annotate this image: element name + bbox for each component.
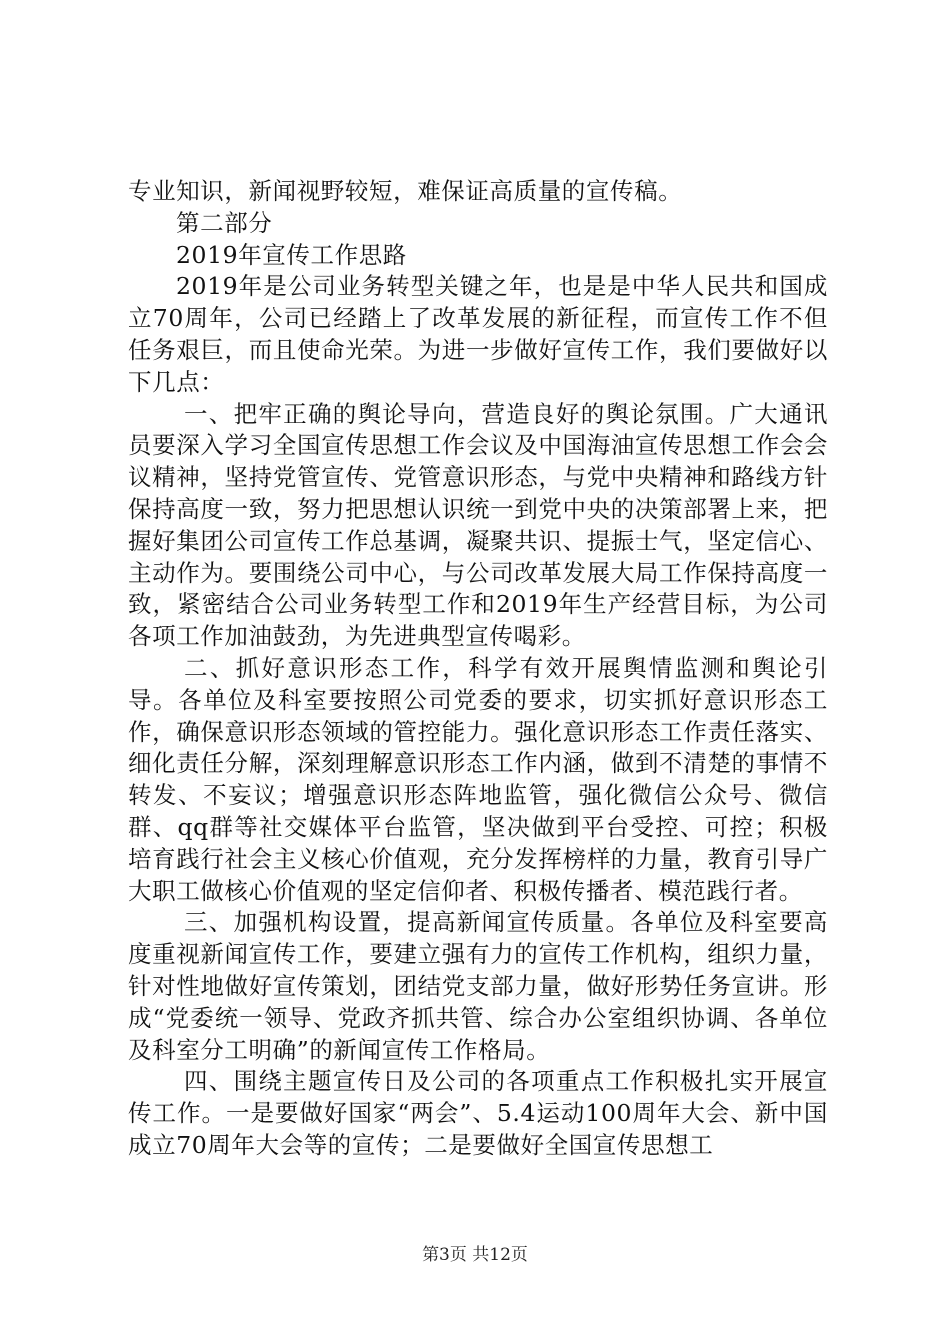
page-number-label: 第3页 共12页 (422, 1245, 528, 1265)
section-subheading: 2019年宣传工作思路 (176, 240, 407, 269)
section-heading: 第二部分 (176, 208, 273, 237)
paragraph-intro: 2019年是公司业务转型关键之年，也是是中华人民共和国成立70周年，公司已经踏上了改革发展的新征程，而宣传工作不但任务艰巨，而且使命光荣。为进一步做好宣传工作，我们要做好以下几点： (128, 272, 828, 396)
paragraph-continuation: 专业知识，新闻视野较短，难保证高质量的宣传稿。 (128, 177, 683, 205)
paragraph-point-1: 一、把牢正确的舆论导向，营造良好的舆论氛围。广大通讯员要深入学习全国宣传思想工作会议及中国海油宣传思想工作会会议精神，坚持党管宣传、党管意识形态，与党中央精神和路线方针保持高度一致，努力把思想认识统一到党中央的决策部署上来，把握好集团公司宣传工作总基调，凝聚共识、提振士气，坚定信心、主动作为。要围绕公司中心，与公司改革发展大局工作保持高度一致，紧密结合公司业务转型工作和2019年生产经营目标，为公司各项工作加油鼓劲，为先进典型宣传喝彩。 (128, 399, 828, 651)
paragraph-point-3: 三、加强机构设置，提高新闻宣传质量。各单位及科室要高度重视新闻宣传工作，要建立强有力的宣传工作机构，组织力量，针对性地做好宣传策划，团结党支部力量，做好形势任务宣讲。形成“党委统一领导、党政齐抓共管、综合办公室组织协调、各单位及科室分工明确”的新闻宣传工作格局。 (128, 908, 828, 1064)
paragraph-point-2: 二、抓好意识形态工作，科学有效开展舆情监测和舆论引导。各单位及科室要按照公司党委的要求，切实抓好意识形态工作，确保意识形态领域的管控能力。强化意识形态工作责任落实、细化责任分解，深刻理解意识形态工作内涵，做到不清楚的事情不转发、不妄议；增强意识形态阵地监管，强化微信公众号、微信群、qq群等社交媒体平台监管，坚决做到平台受控、可控；积极培育践行社会主义核心价值观，充分发挥榜样的力量，教育引导广大职工做核心价值观的坚定信仰者、积极传播者、模范践行者。 (128, 653, 828, 905)
document-body (128, 176, 828, 1162)
page-footer (0, 1244, 950, 1266)
paragraph-point-4: 四、围绕主题宣传日及公司的各项重点工作积极扎实开展宣传工作。一是要做好国家“两会”、5.4运动100周年大会、新中国成立70周年大会等的宣传；二是要做好全国宣传思想工 (128, 1067, 828, 1159)
